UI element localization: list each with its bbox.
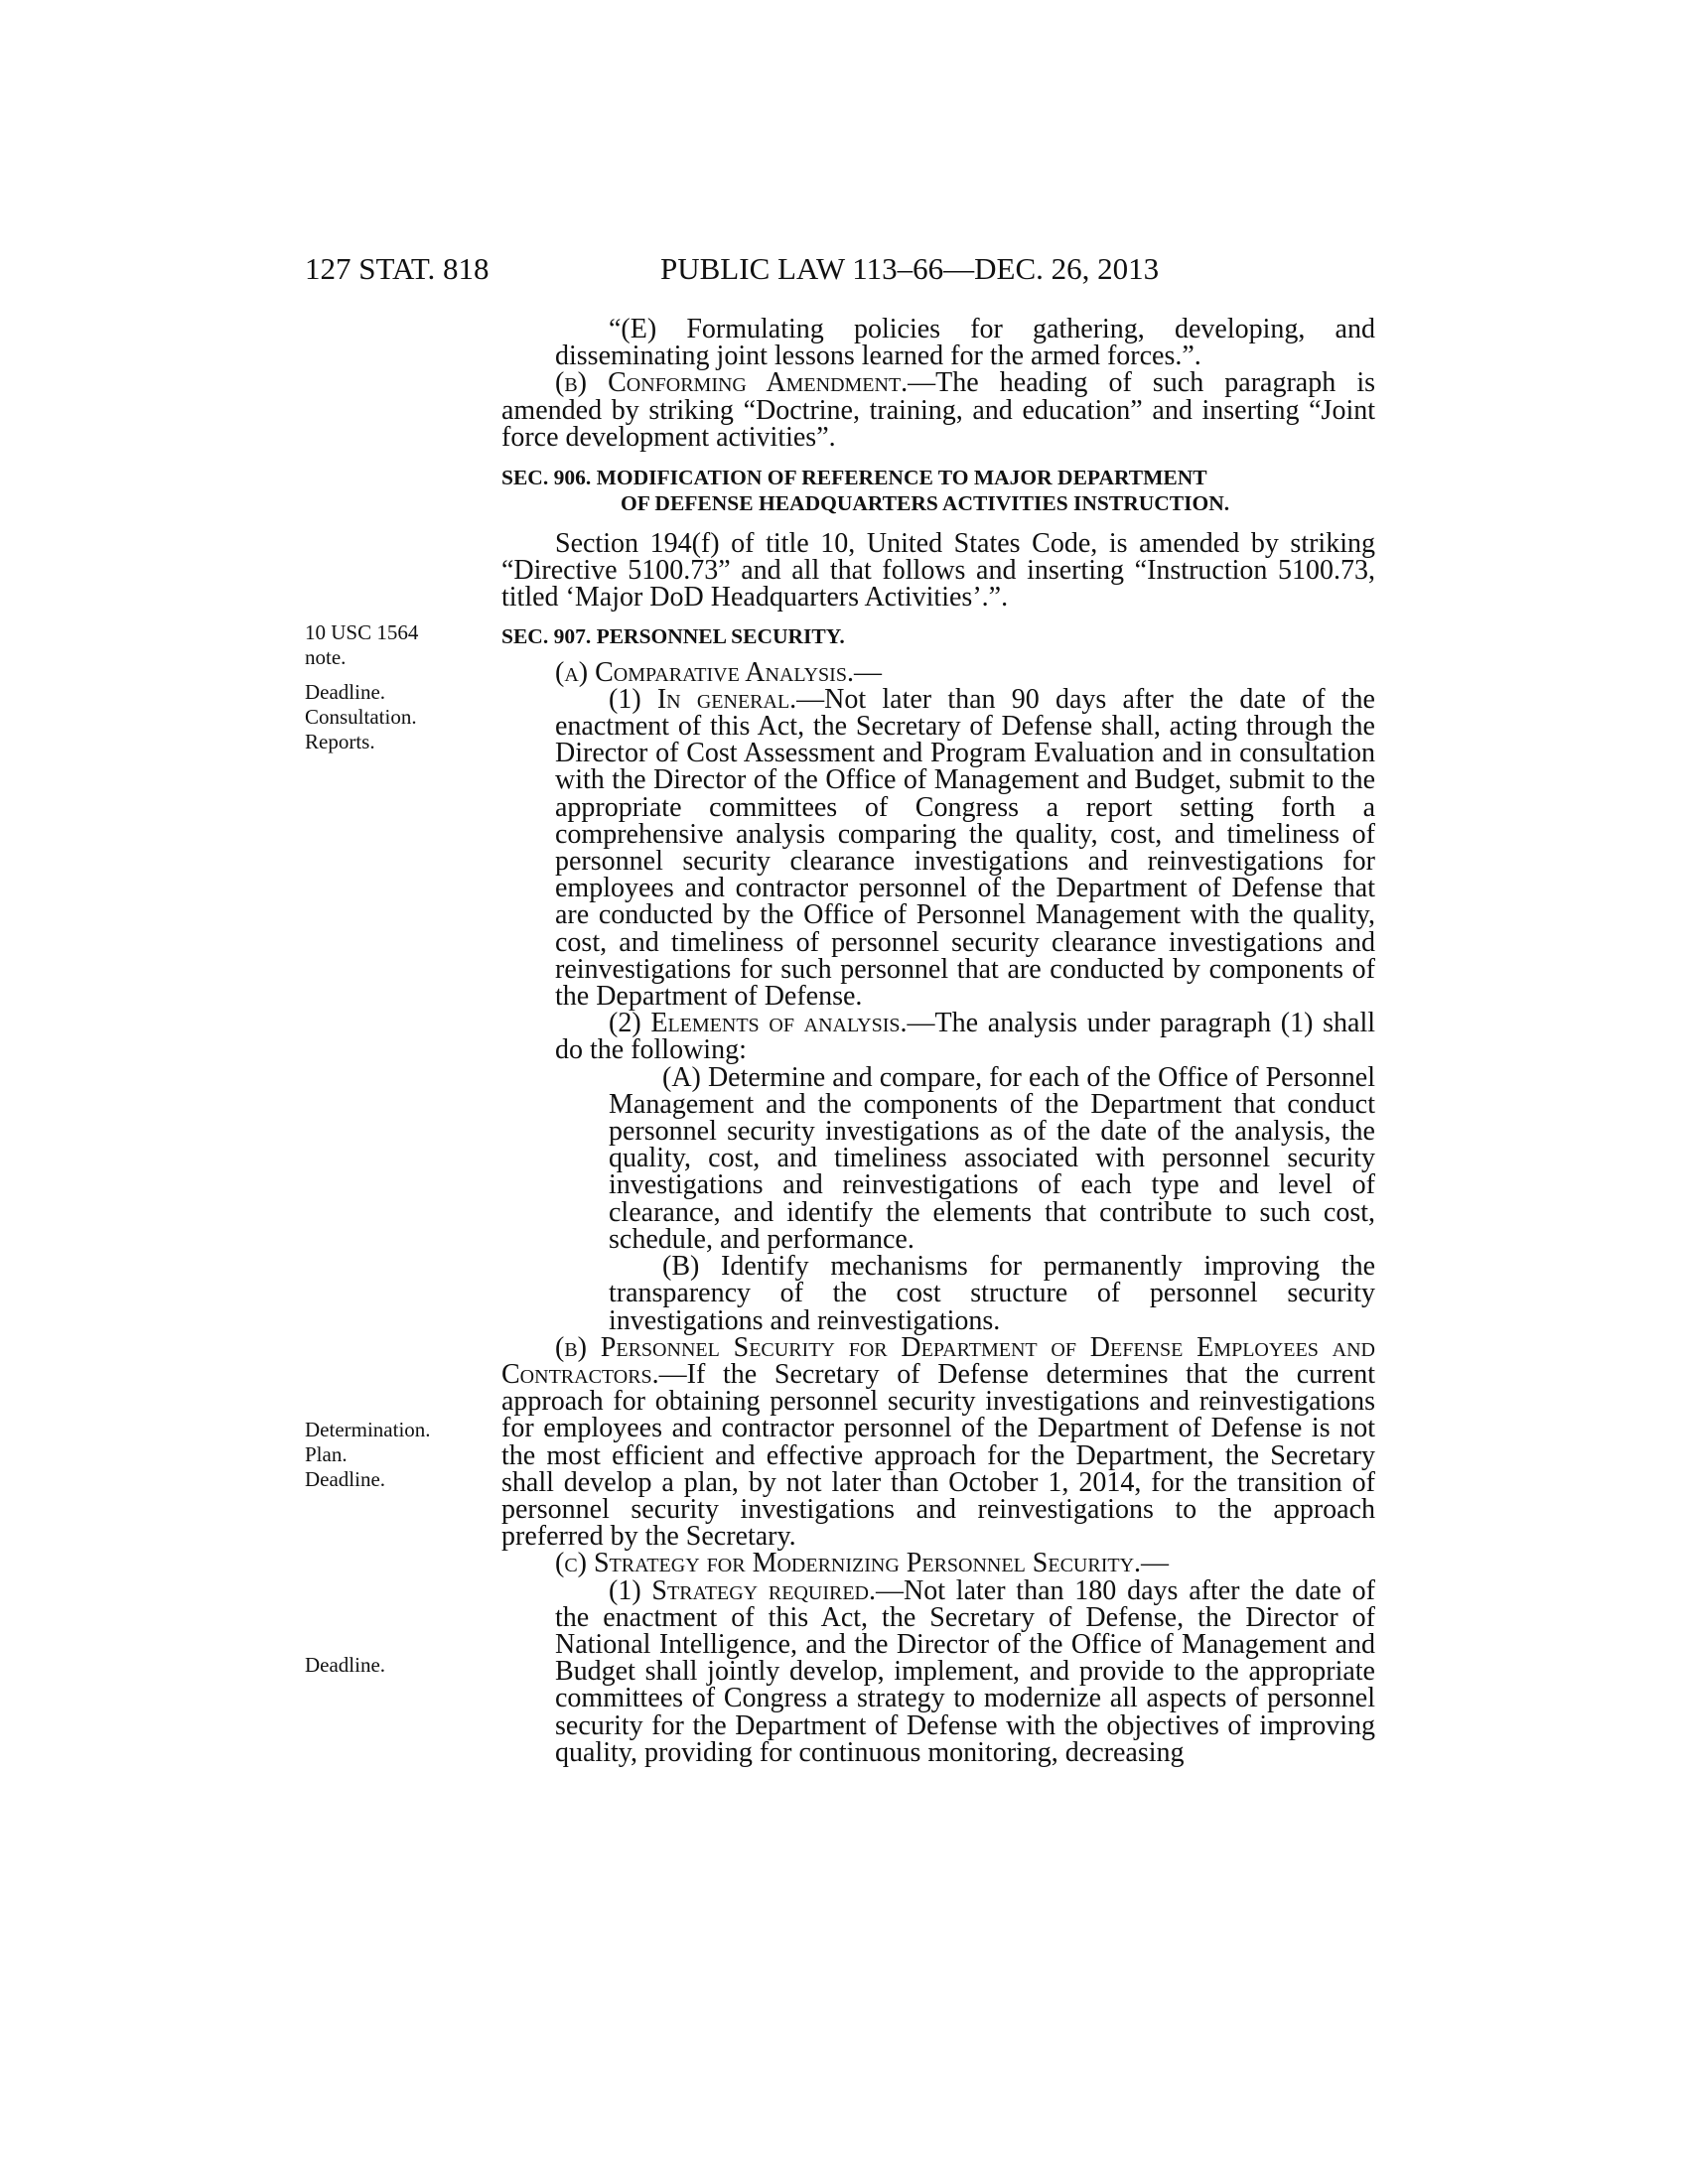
- margin-note-line: Deadline.: [305, 1467, 386, 1491]
- section-907-heading: SEC. 907. PERSONNEL SECURITY.: [501, 623, 845, 648]
- paragraph-c1: [501, 1574, 1375, 1768]
- margin-note-deadline-consultation-reports: [305, 680, 474, 754]
- subparagraph-A: (A) Determine and compare, for each of the Office of Personnel Management and the components of the Department that conduct personnel security investigations as of the date of the analysis, the quality, cost, and timeliness associated with personnel security investigations and reinvestigations of each type and level of clearance, and identify the elements that contribute to such cost, schedule, and performance.: [609, 1061, 1375, 1255]
- margin-note-line: Determination.: [305, 1418, 431, 1441]
- paragraph-label: (b) Conforming Amendment.: [555, 367, 909, 399]
- margin-note-line: 10 USC 1564: [305, 620, 419, 644]
- main-text: [501, 316, 1375, 1766]
- margin-note-line: Deadline.: [305, 1653, 386, 1677]
- paragraph-text: —The heading of such paragraph is amended by striking “Doctrine, training, and education” and inserting “Joint force development activities”.: [501, 367, 1375, 453]
- section-heading-line: OF DEFENSE HEADQUARTERS ACTIVITIES INSTRUCTION.: [621, 491, 1230, 516]
- subsection-a-heading: [501, 656, 1375, 688]
- paragraph-b-conforming: [501, 369, 1375, 451]
- subsection-label: (b) Personnel Security for Department of Defense Employees and Contractors.: [501, 1331, 1375, 1390]
- margin-note-deadline: [305, 1653, 474, 1678]
- paragraph-label: (1) In general.: [609, 683, 797, 715]
- margin-note-usc: [305, 620, 474, 670]
- paragraph-label: (1) Strategy required.: [609, 1574, 876, 1606]
- running-header-title: PUBLIC LAW 113–66—DEC. 26, 2013: [660, 251, 1160, 286]
- paragraph-a2: [501, 1008, 1376, 1066]
- margin-note-line: Consultation.: [305, 705, 417, 729]
- subsection-label: (c) Strategy for Modernizing Personnel Security.—: [555, 1548, 1170, 1579]
- margin-note-line: Plan.: [305, 1442, 348, 1466]
- margin-note-determination-plan-deadline: [305, 1418, 474, 1492]
- margin-note-line: Reports.: [305, 730, 375, 753]
- paragraph-text: —The analysis under paragraph (1) shall do the following:: [555, 1008, 1376, 1066]
- subparagraph-B: (B) Identify mechanisms for permanently improving the transparency of the cost structure of personnel security investigations and reinvestigations.: [609, 1251, 1375, 1336]
- paragraph-text: —Not later than 90 days after the date of the enactment of this Act, the Secretary of Defense shall, acting through the Director of Cost Assessment and Program Evaluation and in consultation with the Director of the Office of Management and Budget, submit to the appropriate committees of Congress a report setting forth a comprehensive analysis comparing the quality, cost, and timeliness of personnel security clearance investigations and reinvestigations for employees and contractor personnel of the Department of Defense that are conducted by the Office of Personnel Management with the quality, cost, and timeliness of personnel security clearance investigations and reinvestigations for such personnel that are conducted by components of the Department of Defense.: [555, 683, 1375, 1013]
- paragraph-e: “(E) Formulating policies for gathering, developing, and disseminating joint lessons learned for the armed forces.”.: [555, 314, 1375, 372]
- subsection-b: [501, 1331, 1375, 1553]
- section-906-text: Section 194(f) of title 10, United States Code, is amended by striking “Directive 5100.73” and all that follows and inserting “Instruction 5100.73, titled ‘Major DoD Headquarters Activities’.”.: [501, 528, 1375, 614]
- paragraph-text: —If the Secretary of Defense determines that the current approach for obtaining personnel security investigations and reinvestigations for employees and contractor personnel of the Department of Defense is not the most efficient and effective approach for the Department, the Secretary shall develop a plan, by not later than October 1, 2014, for the transition of personnel security investigations and reinvestigations to the approach preferred by the Secretary.: [501, 1358, 1375, 1553]
- paragraph-text: —Not later than 180 days after the date of the enactment of this Act, the Secretary of Defense, the Director of National Intelligence, and the Director of the Office of Management and Budget shall jointly develop, implement, and provide to the appropriate committees of Congress a strategy to modernize all aspects of personnel security for the Department of Defense with the objectives of improving quality, providing for continuous monitoring, decreasing: [555, 1574, 1375, 1768]
- margin-note-line: Deadline.: [305, 680, 386, 704]
- page-stat-number: 127 STAT. 818: [305, 251, 490, 286]
- section-heading-line: SEC. 906. MODIFICATION OF REFERENCE TO MAJOR DEPARTMENT: [501, 466, 1207, 490]
- paragraph-a1: [501, 683, 1375, 1013]
- subsection-label: (a) Comparative Analysis.—: [555, 656, 882, 688]
- subsection-c-heading: [501, 1548, 1375, 1579]
- section-906-heading: [501, 465, 1375, 516]
- margin-note-line: note.: [305, 645, 347, 669]
- paragraph-label: (2) Elements of analysis.: [609, 1008, 908, 1039]
